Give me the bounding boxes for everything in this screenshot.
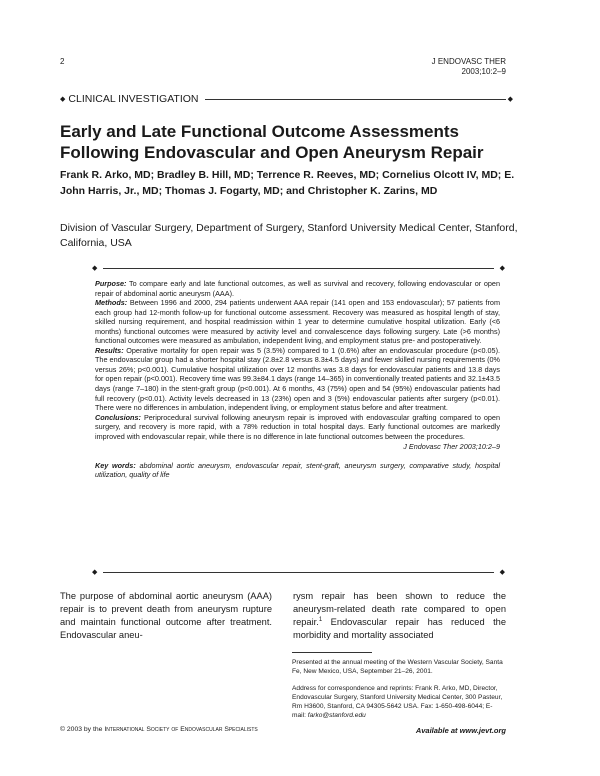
journal-volume: 2003;10:2–9: [461, 67, 506, 76]
journal-name: J ENDOVASC THER: [431, 57, 506, 66]
footnote-correspondence: Address for correspondence and reprints: Frank R. Arko, MD, Director, Endovascular Surgery, Stanford University Medical Center, 300 Pasteur, Rm H3600, Stanford, CA 94305-5642 USA. Fax: 1-650-498-6044; E-mail: farko@stanford.edu: [292, 685, 503, 719]
article-title: Early and Late Functional Outcome Assessments Following Endovascular and Open Aneurysm Repair: [60, 122, 484, 162]
diamond-left-icon: ◆: [92, 265, 98, 272]
email-link[interactable]: farko@stanford.edu: [307, 712, 366, 719]
abstract-citation: J Endovasc Ther 2003;10:2–9: [403, 442, 500, 452]
footnote-rule: [292, 652, 372, 653]
keywords: Key words: abdominal aortic aneurysm, endovascular repair, stent-graft, aneurysm surgery, comparative study, hospital utilization, quality of life: [95, 460, 500, 480]
footnote-presented: Presented at the annual meeting of the Western Vascular Society, Santa Fe, New Mexico, USA, September 21–26, 2001.: [292, 659, 503, 675]
diamond-right-icon: ◆: [499, 569, 505, 576]
author-list: Frank R. Arko, MD; Bradley B. Hill, MD; Terrence R. Reeves, MD; Cornelius Olcott IV, MD; E. John Harris, Jr., MD; Thomas J. Fogarty, MD; and Christopher K. Zarins, MD: [60, 169, 515, 197]
abstract-top-divider: [92, 265, 505, 272]
abstract-methods: Methods: Between 1996 and 2000, 294 patients underwent AAA repair (141 open and 153 endovascular); 57 patients from each group had 12-month follow-up for functional outcome assessment. Recovery was measured as hospital length of stay, skilled nursing requirement, and hospital readmission within 1 year to determine cumulative hospital utilization. Early (<6 months) functional outcomes were measured by activity level and convalescence days following surgery. Late (>6 months) functional outcomes were measured as ambulation, independent living, and employment status pre- and postoperatively.: [95, 298, 500, 346]
journal-citation-header: [432, 57, 506, 77]
journal-url[interactable]: Available at www.jevt.org: [415, 726, 506, 735]
section-rule: [205, 99, 506, 100]
abstract-conclusions: Conclusions: Periprocedural survival following aneurysm repair is improved with endovascular grafting compared to open surgery, and recovery is more rapid, with a 78% reduction in total hospital days. Early functional outcomes are markedly improved with endovascular repair, while there is no difference in late functional outcomes between the procedures.: [95, 412, 500, 441]
copyright: © 2003 by the International Society of Endovascular Specialists: [60, 726, 258, 733]
body-column-left: The purpose of abdominal aortic aneurysm (AAA) repair is to prevent death from aneurysm rupture and maintain functional outcome after treatment. Endovascular aneu-: [60, 591, 272, 640]
body-column-right: rysm repair has been shown to reduce the aneurysm-related death rate compared to open repair.$^1$ Endovascular repair has reduced the morbidity and mortality associated: [293, 591, 506, 640]
section-header: [60, 93, 513, 105]
section-label: CLINICAL INVESTIGATION: [68, 93, 199, 105]
abstract-bottom-divider: [92, 569, 505, 576]
diamond-bullet-icon: ◆: [60, 95, 66, 103]
abstract-results: Results: Operative mortality for open repair was 5 (3.5%) compared to 1 (0.6%) after an endovascular procedure (p<0.05). The endovascular group had a shorter hospital stay (2.8±2.8 versus 8.3±4.5 days) and fewer skilled nursing requirements (0% versus 26%; p<0.001). Cumulative hospital utilization over 12 months was 3.8 days for endovascular patients and 13.8 days for open repair (p<0.001). Recovery time was 99.3±84.1 days (range 14–365) in conventionally treated patients and 32.1±43.5 days (range 7–180) in the stent-graft group (p<0.001). At 6 months, 43 (75%) open and 54 (95%) endovascular patients had full recovery (p<0.01). Activity levels decreased in 13 (23%) open and 3 (5%) endovascular patients after surgery (p<0.01). There were no differences in ambulation, independent living, or employment status before and after treatment.: [95, 345, 500, 413]
page-number: 2: [60, 57, 65, 66]
affiliation: Division of Vascular Surgery, Department of Surgery, Stanford University Medical Center, Stanford, California, USA: [60, 222, 518, 249]
diamond-end-icon: ◆: [507, 95, 513, 103]
diamond-right-icon: ◆: [499, 265, 505, 272]
diamond-left-icon: ◆: [92, 569, 98, 576]
reference-marker[interactable]: 1: [318, 616, 323, 623]
abstract: [95, 279, 500, 480]
abstract-purpose: Purpose: To compare early and late functional outcomes, as well as survival and recovery, following endovascular or open repair of abdominal aortic aneurysm (AAA).: [95, 279, 500, 298]
